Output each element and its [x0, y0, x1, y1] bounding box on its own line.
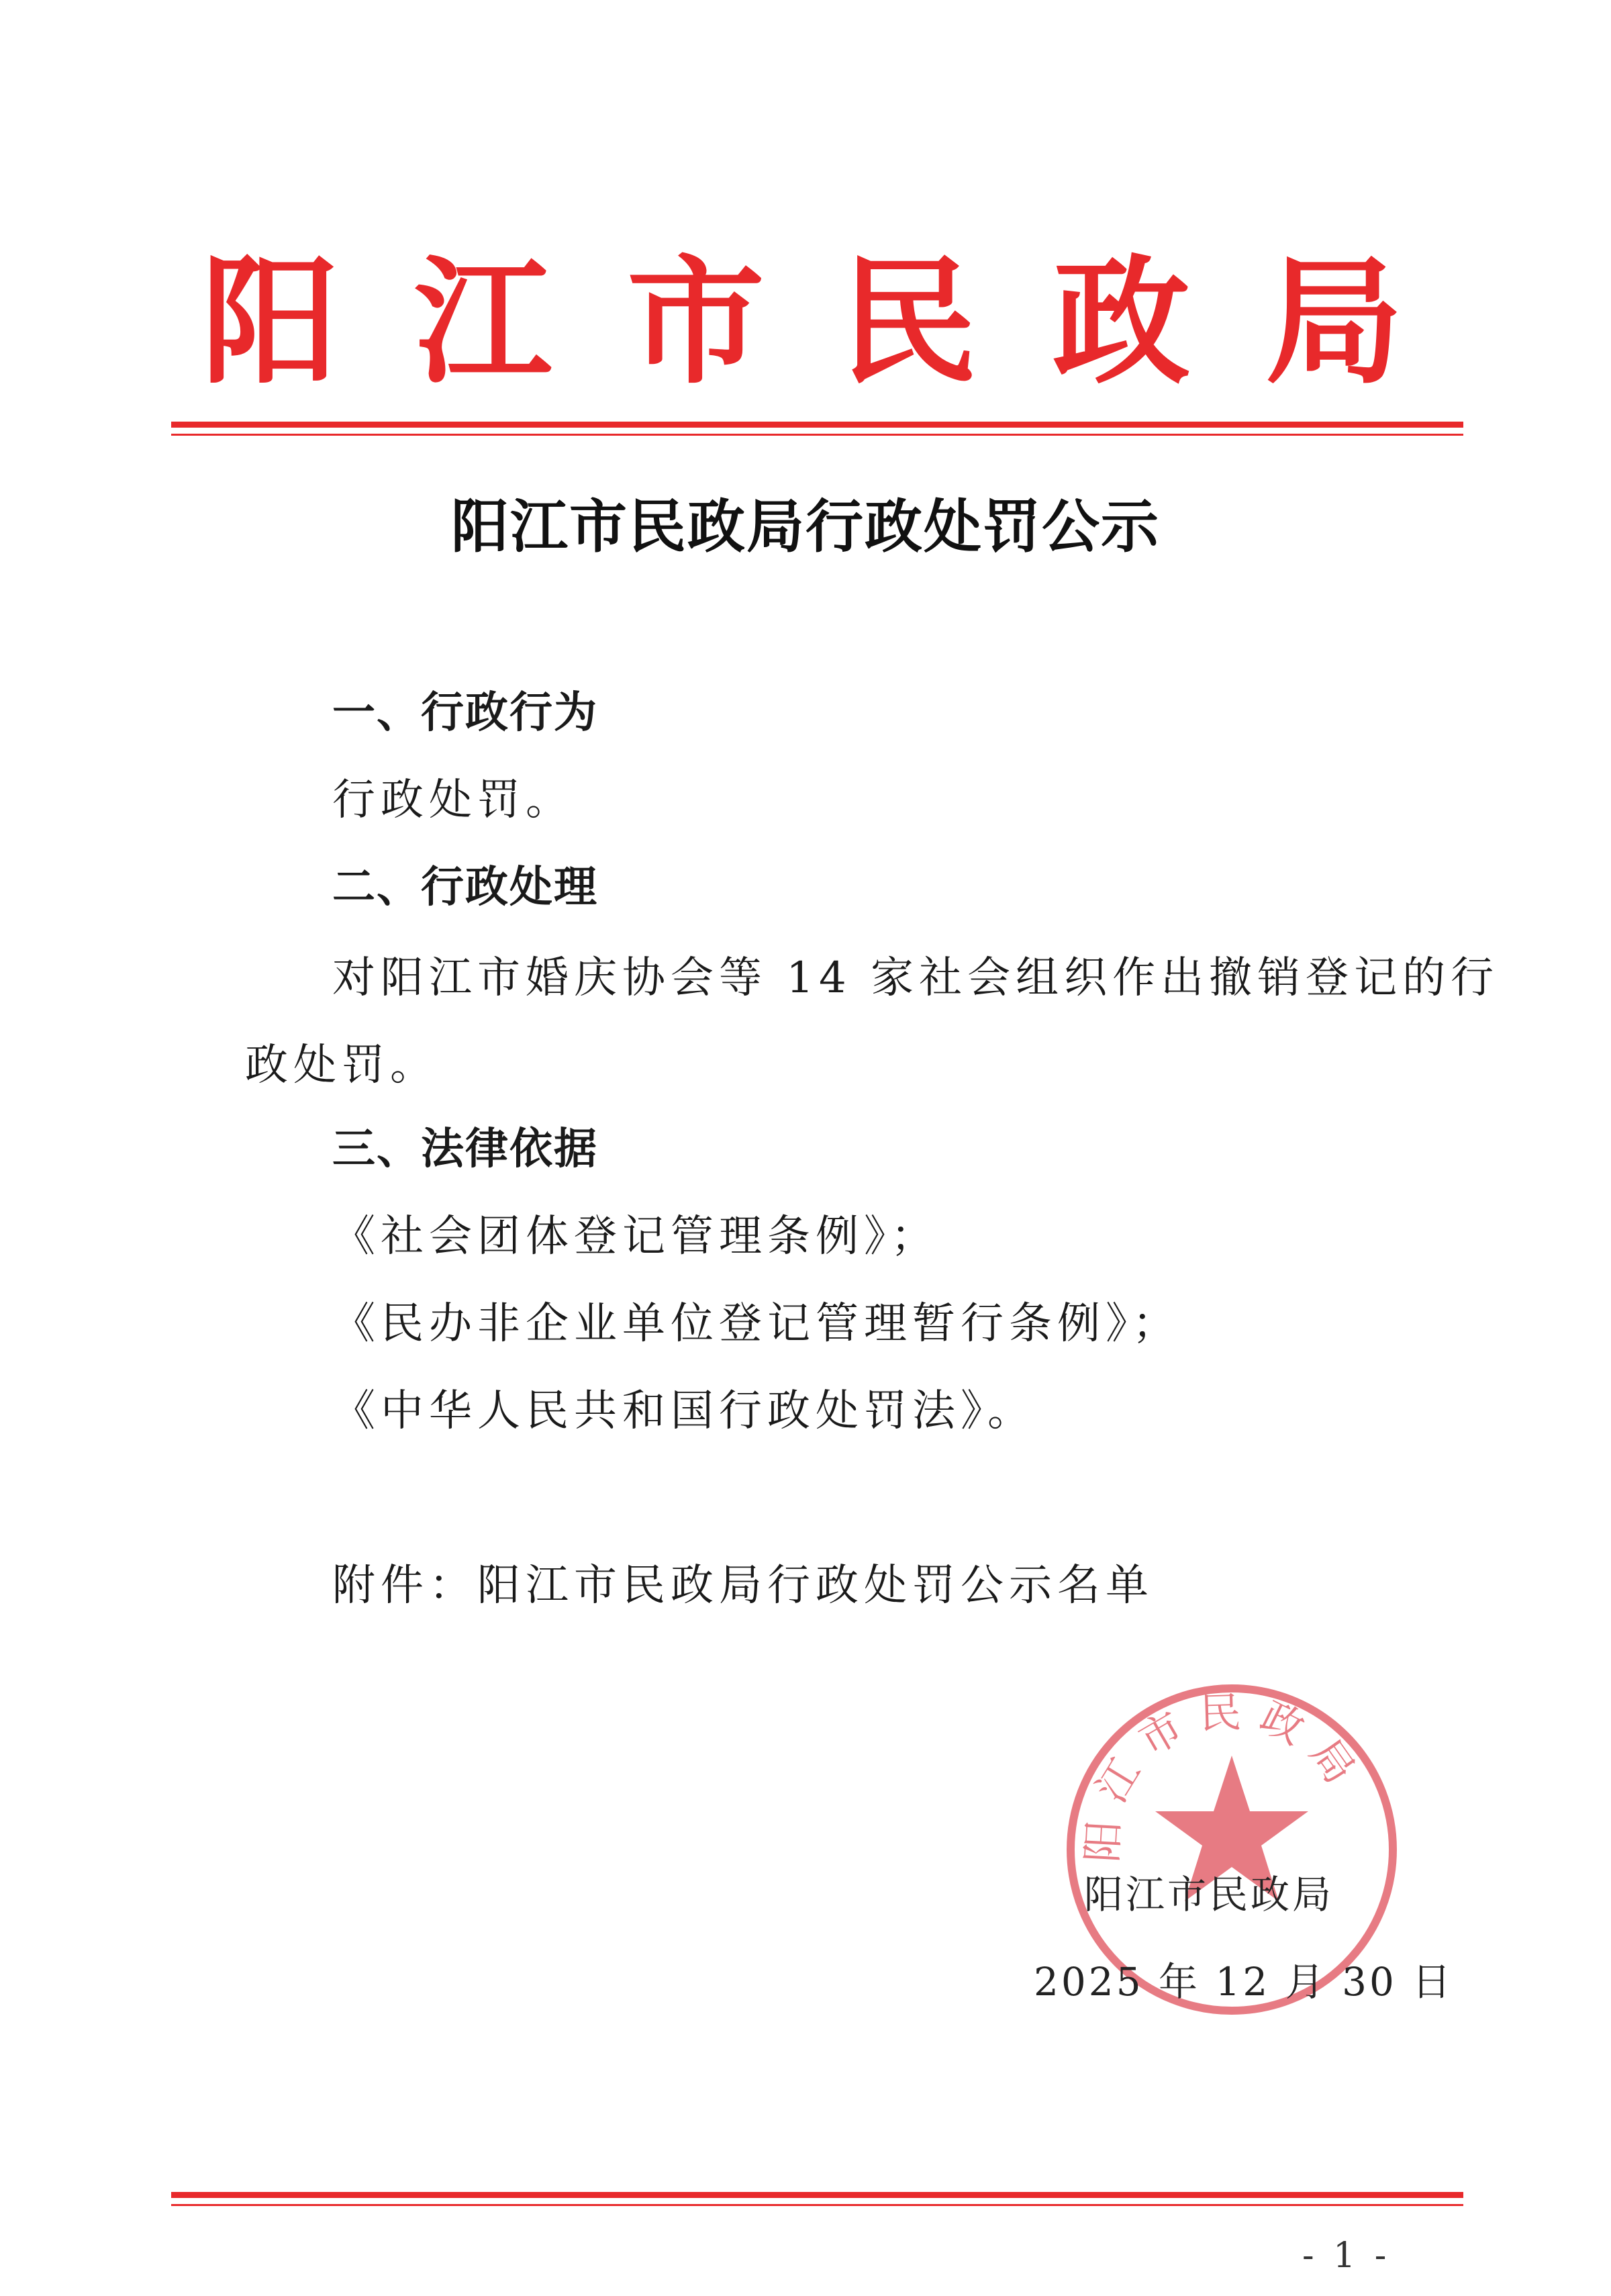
footer-rule-thick [171, 2192, 1463, 2198]
section-heading: 三、法律依据 [332, 1125, 598, 1174]
masthead-char: 政 [1053, 241, 1190, 403]
header-rule-thin [171, 434, 1463, 436]
section-body-line: 《中华人民共和国行政处罚法》。 [332, 1386, 1036, 1436]
section-body-line: 行政处罚。 [332, 775, 574, 825]
signer-org: 阳江市民政局 [1084, 1872, 1334, 1917]
signing-date: 2025 年 12 月 30 日 [1034, 1959, 1454, 2005]
masthead-char: 阳 [201, 241, 339, 403]
seal-text: 阳江市民政局 [1077, 1687, 1373, 1864]
masthead-char: 江 [414, 241, 552, 403]
masthead-char: 市 [627, 241, 765, 403]
section-body-line: 《社会团体登记管理条例》； [332, 1212, 939, 1261]
section-body-line: 《民办非企业单位登记管理暂行条例》； [332, 1299, 1181, 1349]
page-number: - 1 - [1302, 2236, 1391, 2276]
section-heading: 一、行政行为 [332, 688, 598, 738]
section-body-line: 政处罚。 [245, 1041, 438, 1090]
footer-rule-thin [171, 2204, 1463, 2206]
section-heading: 二、行政处理 [332, 863, 598, 912]
header-rule-thick [171, 422, 1463, 428]
masthead [201, 242, 1403, 403]
masthead-char: 局 [1265, 241, 1403, 403]
document-title: 阳江市民政局行政处罚公示 [451, 493, 1160, 561]
attachment-note: 附件：阳江市民政局行政处罚公示名单 [332, 1561, 1154, 1611]
section-body-line: 对阳江市婚庆协会等 14 家社会组织作出撤销登记的行 [332, 953, 1500, 1003]
masthead-char: 民 [840, 241, 977, 403]
